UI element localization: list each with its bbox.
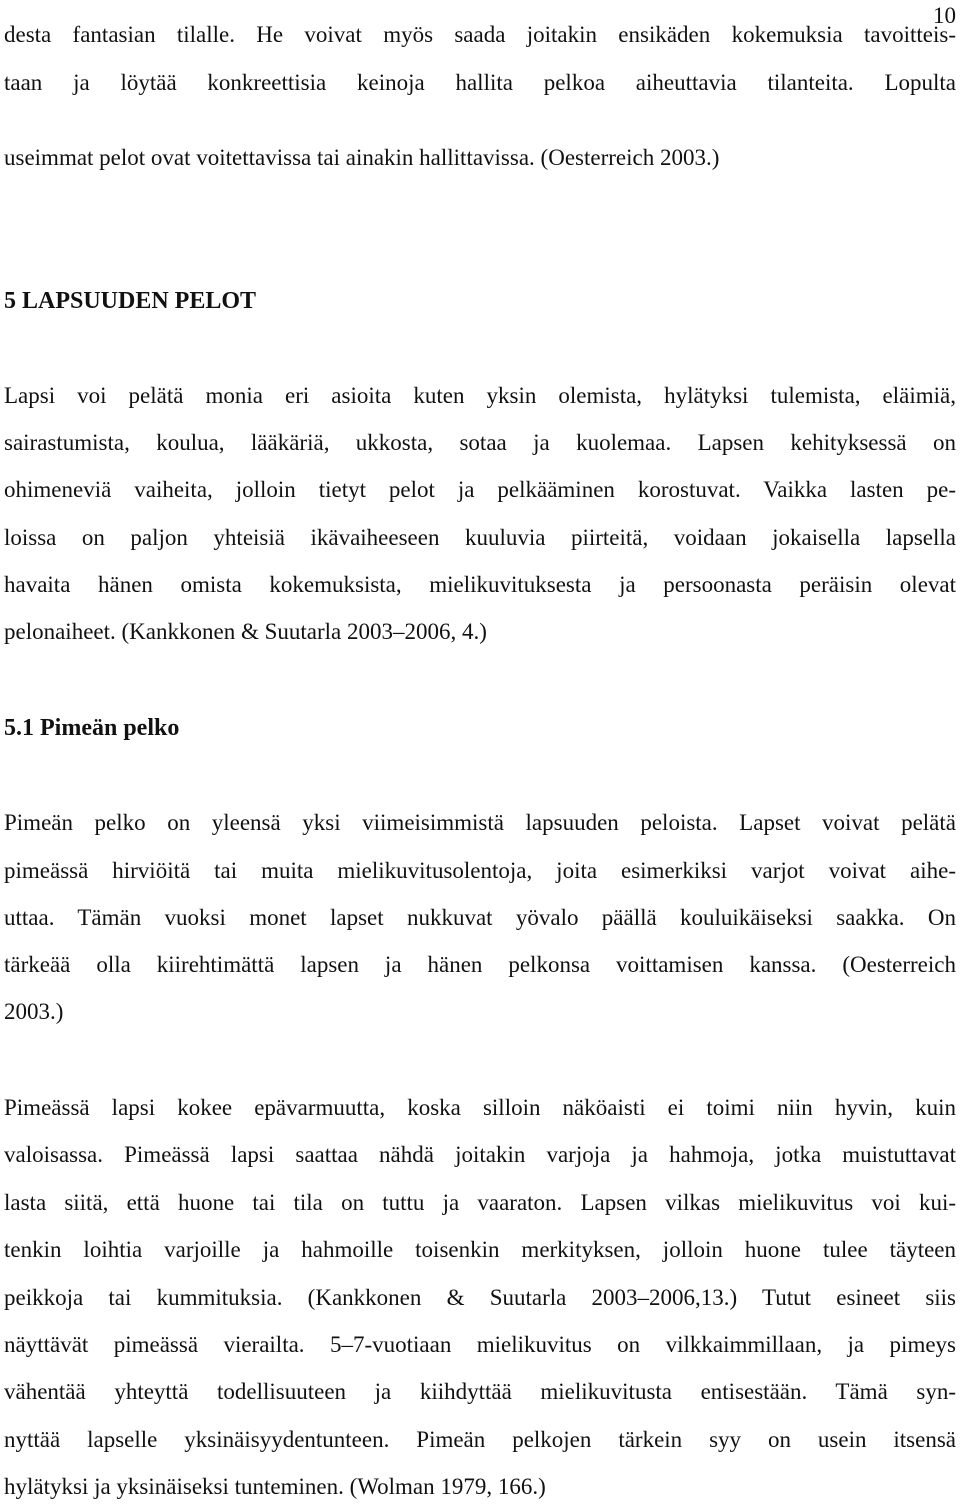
text-line: 2003.): [4, 999, 64, 1024]
text-line: Lapsi voi pelätä monia eri asioita kuten yksin olemista, hylätyksi tulemista, eläimiä,: [4, 383, 956, 408]
text-line: nyttää lapselle yksinäisyydentunteen. Pimeän pelkojen tärkein syy on usein itsensä: [4, 1427, 956, 1452]
text-line: uttaa. Tämän vuoksi monet lapset nukkuvat yövalo päällä kouluikäiseksi saakka. On: [4, 905, 956, 930]
text-line: Pimeän pelko on yleensä yksi viimeisimmistä lapsuuden peloista. Lapset voivat pelätä: [4, 810, 956, 835]
text-line: havaita hänen omista kokemuksista, mielikuvituksesta ja persoonasta peräisin olevat: [4, 572, 956, 597]
text-line: ohimeneviä vaiheita, jolloin tietyt pelot ja pelkääminen korostuvat. Vaikka lasten pe-: [4, 477, 956, 502]
text-line: pimeässä hirviöitä tai muita mielikuvitusolentoja, joita esimerkiksi varjot voivat aihe-: [4, 858, 956, 883]
text-line: sairastumista, koulua, lääkäriä, ukkosta, sotaa ja kuolemaa. Lapsen kehityksessä on: [4, 430, 956, 455]
text-line: Pimeässä lapsi kokee epävarmuutta, koska silloin näköaisti ei toimi niin hyvin, kuin: [4, 1095, 956, 1120]
text-line: useimmat pelot ovat voitettavissa tai ainakin hallittavissa. (Oesterreich 2003.): [4, 145, 720, 170]
text-line: peikkoja tai kummituksia. (Kankkonen & Suutarla 2003–2006,13.) Tutut esineet siis: [4, 1285, 956, 1310]
text-line: taan ja löytää konkreettisia keinoja hallita pelkoa aiheuttavia tilanteita. Lopulta: [4, 70, 956, 95]
text-line: hylätyksi ja yksinäiseksi tunteminen. (Wolman 1979, 166.): [4, 1474, 546, 1499]
text-line: loissa on paljon yhteisiä ikävaiheeseen kuuluvia piirteitä, voidaan jokaisella lapsella: [4, 525, 956, 550]
text-line: tenkin loihtia varjoille ja hahmoille toisenkin merkityksen, jolloin huone tulee täyteen: [4, 1237, 956, 1262]
section-heading: 5 LAPSUUDEN PELOT: [4, 288, 257, 314]
text-line: lasta siitä, että huone tai tila on tuttu ja vaaraton. Lapsen vilkas mielikuvitus voi kui-: [4, 1190, 956, 1215]
page-number: 10: [933, 3, 956, 28]
text-line: desta fantasian tilalle. He voivat myös saada joitakin ensikäden kokemuksia tavoitteis-: [4, 22, 956, 47]
subsection-heading: 5.1 Pimeän pelko: [4, 715, 180, 741]
text-line: valoisassa. Pimeässä lapsi saattaa nähdä joitakin varjoja ja hahmoja, jotka muistuttavat: [4, 1142, 956, 1167]
text-line: pelonaiheet. (Kankkonen & Suutarla 2003–2006, 4.): [4, 619, 487, 644]
text-line: vähentää yhteyttä todellisuuteen ja kiihdyttää mielikuvitusta entisestään. Tämä syn-: [4, 1379, 956, 1404]
text-line: näyttävät pimeässä vierailta. 5–7-vuotiaan mielikuvitus on vilkkaimmillaan, ja pimeys: [4, 1332, 956, 1357]
text-line: tärkeää olla kiirehtimättä lapsen ja hänen pelkonsa voittamisen kanssa. (Oesterreich: [4, 952, 956, 977]
